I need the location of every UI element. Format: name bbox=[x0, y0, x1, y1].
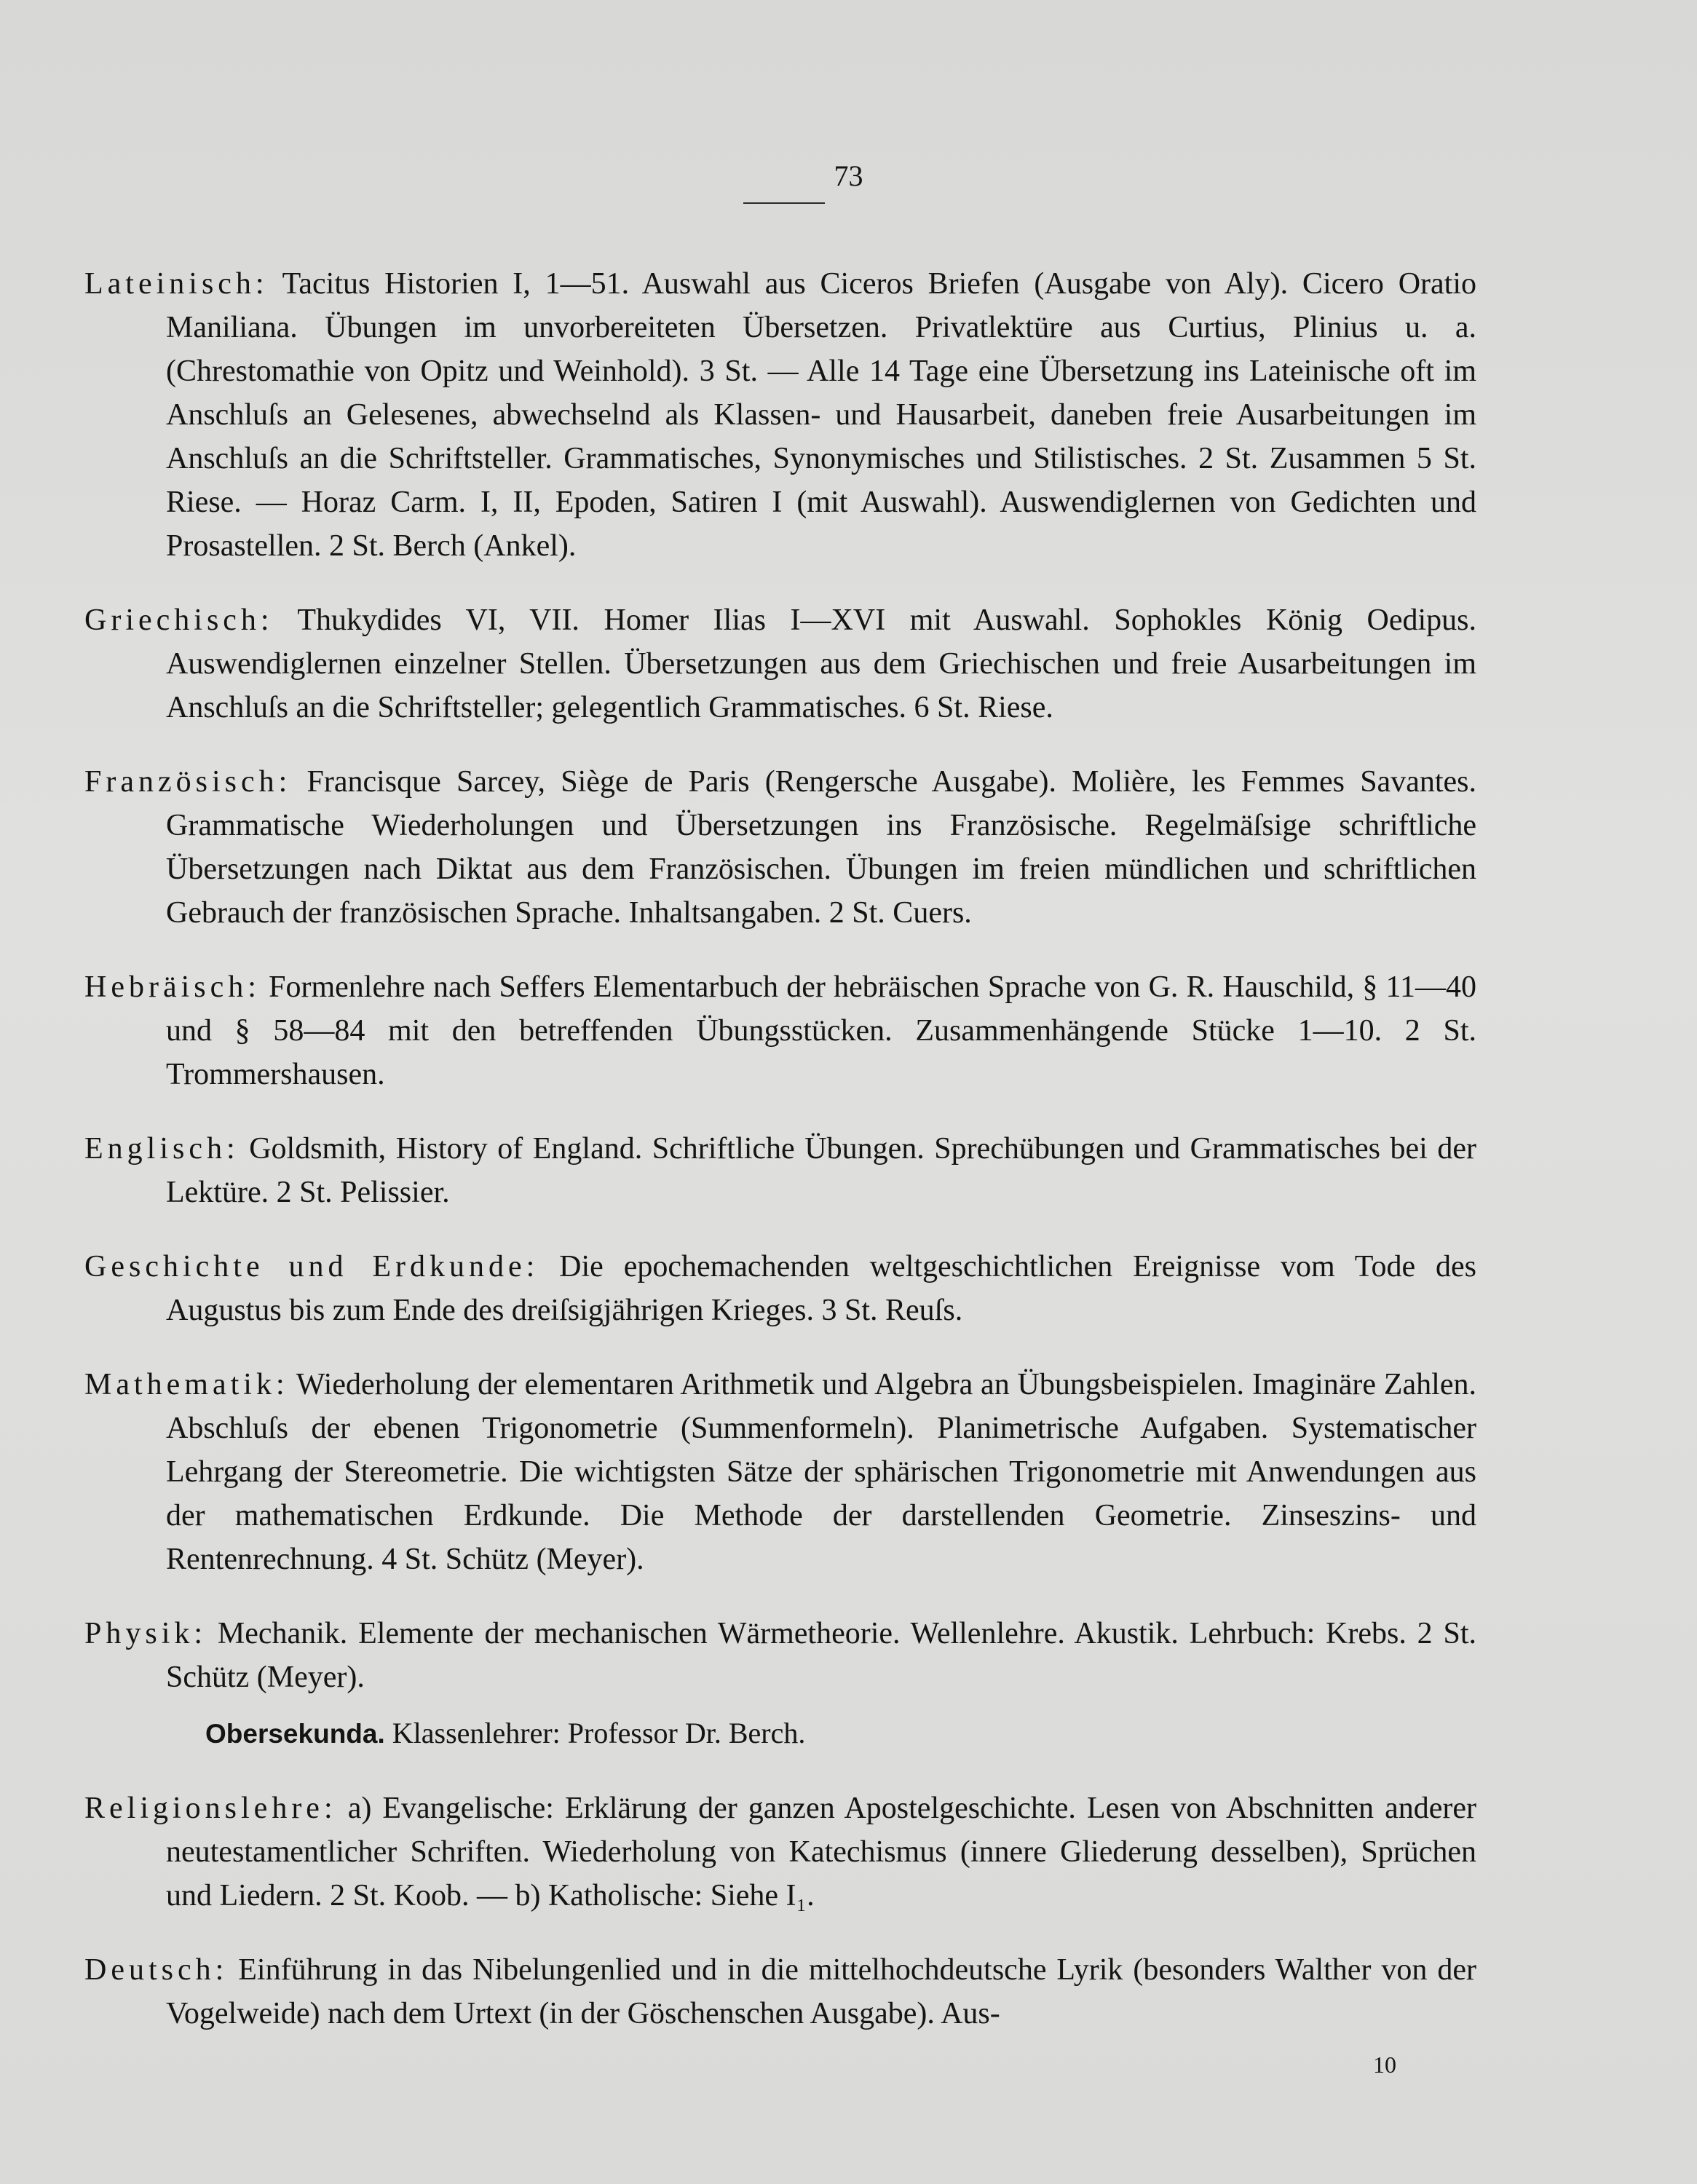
entry-griechisch bbox=[84, 598, 1476, 729]
entry-mathematik bbox=[84, 1363, 1476, 1581]
entry-subject: Geschichte und Erdkunde: bbox=[84, 1250, 539, 1283]
entry-text: a) Evangelische: Erklärung der ganzen Apostelgeschichte. Lesen von Abschnitten anderer neutestamentlicher Schriften. Wiederholung von Katechismus (innere Gliederung desselben), Sprüchen und Liedern. 2 St. Koob. — b) Katholische: Siehe I₁. bbox=[166, 1792, 1476, 1912]
entry-text: Einführung in das Nibelungenlied und in die mittelhochdeutsche Lyrik (besonders Walther von der Vogelweide) nach dem Urtext (in der Göschenschen Ausgabe). Aus- bbox=[166, 1953, 1476, 2030]
entry-subject: Englisch: bbox=[84, 1132, 240, 1166]
entry-text: Tacitus Historien I, 1—51. Auswahl aus Ciceros Briefen (Ausgabe von Aly). Cicero Oratio Maniliana. Übungen im unvorbereiteten Übersetzen. Privatlektüre aus Curtius, Plinius u. a. (Chrestomathie von Opitz und Weinhold). 3 St. — Alle 14 Tage eine Übersetzung ins Lateinische oft im Anschluſs an Gelesenes, abwechselnd als Klassen- und Hausarbeit, daneben freie Ausarbeitungen im Anschluſs an die Schriftsteller. Grammatisches, Synonymisches und Stilistisches. 2 St. Zusammen 5 St. Riese. — Horaz Carm. I, II, Epoden, Satiren I (mit Auswahl). Auswendiglernen von Gedichten und Prosastellen. 2 St. Berch (Ankel). bbox=[166, 267, 1476, 563]
page-number: 73 bbox=[834, 159, 863, 192]
section-heading bbox=[84, 1712, 1476, 1756]
section-teacher: Klassenlehrer: Professor Dr. Berch. bbox=[384, 1717, 806, 1749]
page-number-rule bbox=[743, 202, 825, 204]
entry-text: Mechanik. Elemente der mechanischen Wärmetheorie. Wellenlehre. Akustik. Lehrbuch: Krebs. 2 St. Schütz (Meyer). bbox=[166, 1617, 1476, 1694]
entry-hebraeisch bbox=[84, 965, 1476, 1096]
entry-religionslehre bbox=[84, 1787, 1476, 1918]
entry-physik bbox=[84, 1612, 1476, 1699]
page-content bbox=[84, 232, 1476, 2048]
entry-subject: Lateinisch: bbox=[84, 267, 269, 301]
entry-franzoesisch bbox=[84, 760, 1476, 935]
entry-geschichte-erdkunde bbox=[84, 1245, 1476, 1332]
entry-text: Thukydides VI, VII. Homer Ilias I—XVI mit Auswahl. Sophokles König Oedipus. Auswendiglernen einzelner Stellen. Übersetzungen aus dem Griechischen und freie Ausarbeitungen im Anschluſs an die Schriftsteller; gelegentlich Grammatisches. 6 St. Riese. bbox=[166, 604, 1476, 724]
entry-text: Francisque Sarcey, Siège de Paris (Rengersche Ausgabe). Molière, les Femmes Savantes. Grammatische Wiederholungen und Übersetzungen ins Französische. Regelmäſsige schriftliche Übersetzungen nach Diktat aus dem Französischen. Übungen im freien mündlichen und schriftlichen Gebrauch der französischen Sprache. Inhaltsangaben. 2 St. Cuers. bbox=[166, 765, 1476, 930]
section-title: Obersekunda. bbox=[205, 1719, 385, 1749]
entry-subject: Religionslehre: bbox=[84, 1792, 337, 1825]
entry-englisch bbox=[84, 1127, 1476, 1214]
entry-lateinisch bbox=[84, 262, 1476, 568]
entry-subject: Hebräisch: bbox=[84, 970, 261, 1004]
signature-mark: 10 bbox=[1373, 2052, 1396, 2078]
entry-subject: Griechisch: bbox=[84, 604, 274, 637]
entry-text: Formenlehre nach Seffers Elementarbuch der hebräischen Sprache von G. R. Hauschild, § 11—40 und § 58—84 mit den betreffenden Übungsstücken. Zusammenhängende Stücke 1—10. 2 St. Trommershausen. bbox=[166, 970, 1476, 1091]
entry-text: Goldsmith, History of England. Schriftliche Übungen. Sprechübungen und Grammatisches bei der Lektüre. 2 St. Pelissier. bbox=[166, 1132, 1476, 1209]
entry-subject: Physik: bbox=[84, 1617, 207, 1650]
entry-subject: Mathematik: bbox=[84, 1368, 289, 1401]
entry-subject: Deutsch: bbox=[84, 1953, 229, 1987]
entry-subject: Französisch: bbox=[84, 765, 292, 799]
entry-text: Wiederholung der elementaren Arithmetik und Algebra an Übungsbeispielen. Imaginäre Zahlen. Abschluſs der ebenen Trigonometrie (Summenformeln). Planimetrische Aufgaben. Systematischer Lehrgang der Stereometrie. Die wichtigsten Sätze der sphärischen Trigonometrie mit Anwendungen aus der mathematischen Erdkunde. Die Methode der darstellenden Geometrie. Zinseszins- und Rentenrechnung. 4 St. Schütz (Meyer). bbox=[166, 1368, 1476, 1576]
entry-text: Die epochemachenden weltgeschichtlichen Ereignisse vom Tode des Augustus bis zum Ende des dreiſsigjährigen Krieges. 3 St. Reuſs. bbox=[166, 1250, 1476, 1327]
entry-deutsch bbox=[84, 1948, 1476, 2035]
